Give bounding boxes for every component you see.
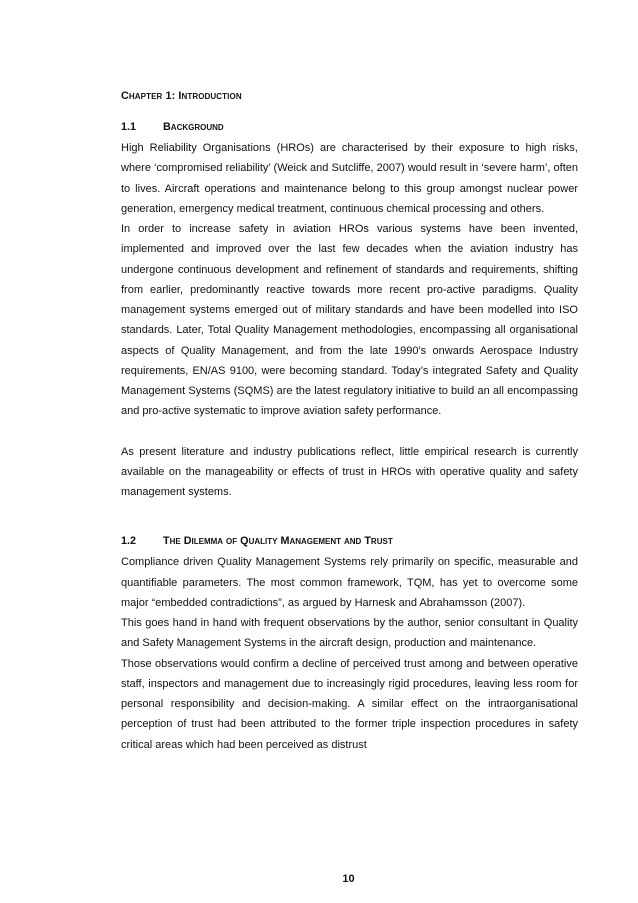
- body-paragraph: High Reliability Organisations (HROs) are characterised by their exposure to high risks, where ‘compromised reliability’ (Weick and Sutcliffe, 2007) would result in ‘severe harm’, often to lives. Aircraft operations and maintenance belong to this group amongst nuclear power generation, emergency medical treatment, continuous chemical processing and others.: [121, 142, 578, 215]
- section-title: The Dilemma of Quality Management and Trust: [163, 535, 393, 548]
- section-gap: [121, 502, 578, 531]
- section-number: 1.2: [121, 535, 137, 548]
- body-paragraph: Those observations would confirm a decline of perceived trust among and between operative staff, inspectors and management due to increasingly rigid procedures, leaving less room for personal responsibility and decision-making. A similar effect on the intraorganisational perception of trust had been attributed to the former triple inspection procedures in safety critical areas which had been perceived as distrust: [121, 657, 578, 751]
- section-heading-1-1: [121, 117, 578, 138]
- chapter-title: Chapter 1: Introduction: [121, 90, 242, 102]
- paragraph-gap: [121, 422, 578, 442]
- section-title: Background: [163, 121, 224, 133]
- page-content: [121, 86, 578, 755]
- body-paragraph: As present literature and industry publications reflect, little empirical research is currently available on the manageability or effects of trust in HROs with operative quality and safety management systems.: [121, 445, 578, 498]
- section-number: 1.1: [121, 121, 137, 133]
- page-number: 10: [342, 873, 355, 885]
- section-heading-1-2: [121, 531, 578, 552]
- body-paragraph: Compliance driven Quality Management Systems rely primarily on specific, measurable and quantifiable parameters. The most common framework, TQM, has yet to overcome some major “embedded contradictions”, as argued by Harnesk and Abrahamsson (2007).: [121, 556, 578, 609]
- body-paragraph: In order to increase safety in aviation HROs various systems have been invented, implemented and improved over the last few decades when the aviation industry has undergone continuous development and refinement of standards and requirements, shifting from earlier, predominantly reactive towards more recent pro-active paradigms. Quality management systems emerged out of military standards and have been modelled into ISO standards. Later, Total Quality Management methodologies, encompassing all organisational aspects of Quality Management, and from the late 1990’s onwards Aerospace Industry requirements, EN/AS 9100, were becoming standard. Today’s integrated Safety and Quality Management Systems (SQMS) are the latest regulatory initiative to build an all encompassing and pro-active systematic to improve aviation safety performance.: [121, 223, 578, 418]
- body-paragraph: This goes hand in hand with frequent observations by the author, senior consultant in Quality and Safety Management Systems in the aircraft design, production and maintenance.: [121, 617, 578, 650]
